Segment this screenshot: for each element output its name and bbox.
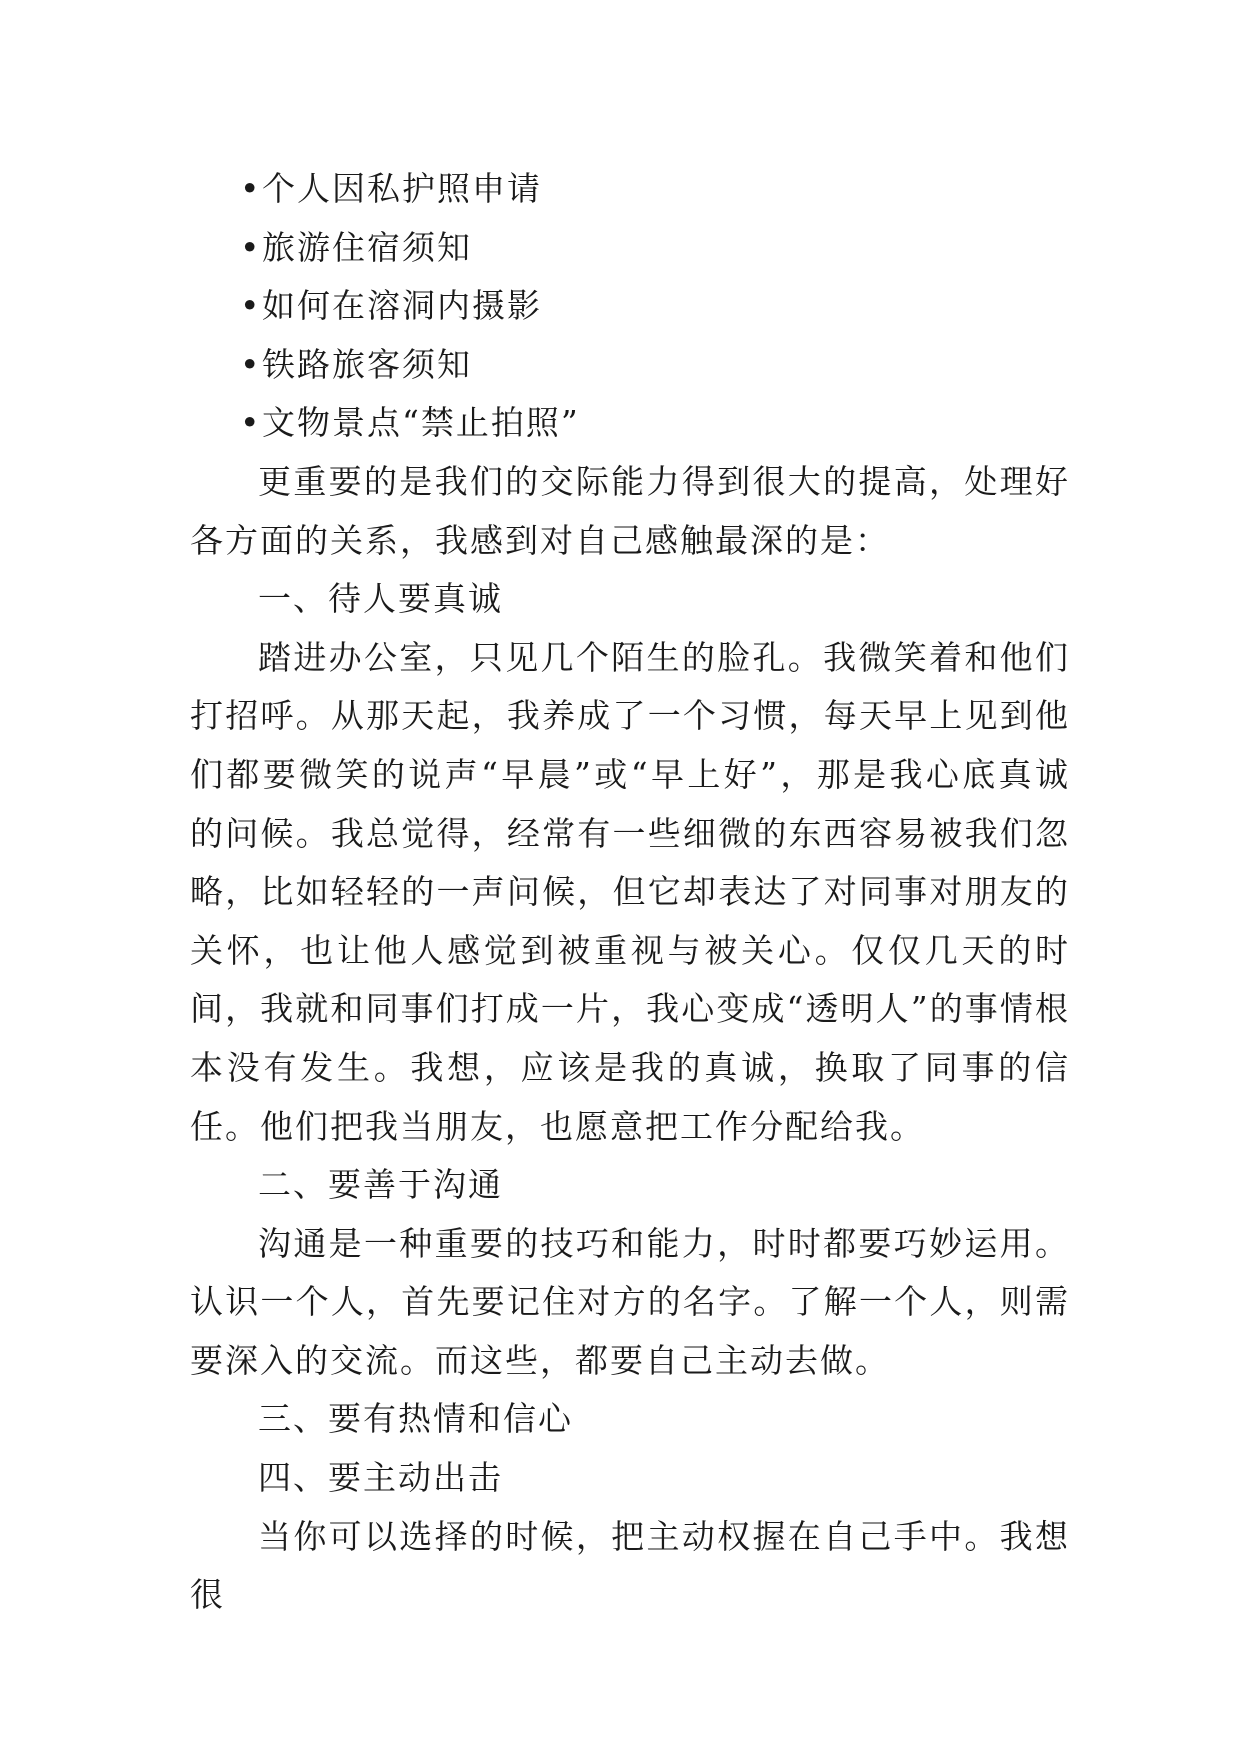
bullet-text: 铁路旅客须知 (262, 344, 472, 384)
section-heading-communication: 二、要善于沟通 (258, 1165, 503, 1205)
bullet-item (190, 219, 1070, 278)
section-body-initiative: 当你可以选择的时候，把主动权握在自己手中。我想很 (190, 1516, 1070, 1615)
bullet-dot-icon: • (240, 403, 262, 443)
bullet-item (190, 336, 1070, 395)
bullet-dot-icon: • (240, 286, 262, 326)
bullet-text: 旅游住宿须知 (262, 227, 472, 267)
bullet-dot-icon: • (240, 169, 262, 208)
bullet-dot-icon: • (240, 227, 262, 267)
section-heading-sincerity: 一、待人要真诚 (258, 579, 503, 619)
bullet-dot-icon: • (240, 344, 262, 384)
document-body (190, 160, 1070, 1625)
bullet-item (190, 160, 1070, 219)
bullet-list (190, 160, 1070, 453)
bullet-text: 个人因私护照申请 (262, 169, 542, 208)
bullet-text: 如何在溶洞内摄影 (262, 286, 542, 326)
intro-paragraph: 更重要的是我们的交际能力得到很大的提高，处理好各方面的关系，我感到对自己感触最深的是： (190, 461, 1070, 560)
section-heading-initiative: 四、要主动出击 (258, 1458, 503, 1498)
section-heading-enthusiasm: 三、要有热情和信心 (258, 1399, 573, 1439)
section-body-sincerity: 踏进办公室，只见几个陌生的脸孔。我微笑着和他们打招呼。从那天起，我养成了一个习惯，每天早上见到他们都要微笑的说声“早晨”或“早上好”，那是我心底真诚的问候。我总觉得，经常有一些细微的东西容易被我们忽略，比如轻轻的一声问候，但它却表达了对同事对朋友的关怀，也让他人感觉到被重视与被关心。仅仅几天的时间，我就和同事们打成一片，我心变成“透明人”的事情根本没有发生。我想，应该是我的真诚，换取了同事的信任。他们把我当朋友，也愿意把工作分配给我。 (190, 637, 1070, 1146)
bullet-item (190, 277, 1070, 336)
section-body-communication: 沟通是一种重要的技巧和能力，时时都要巧妙运用。认识一个人，首先要记住对方的名字。了解一个人，则需要深入的交流。而这些，都要自己主动去做。 (190, 1223, 1070, 1380)
bullet-item (190, 394, 1070, 453)
bullet-text: 文物景点“禁止拍照” (262, 403, 580, 443)
